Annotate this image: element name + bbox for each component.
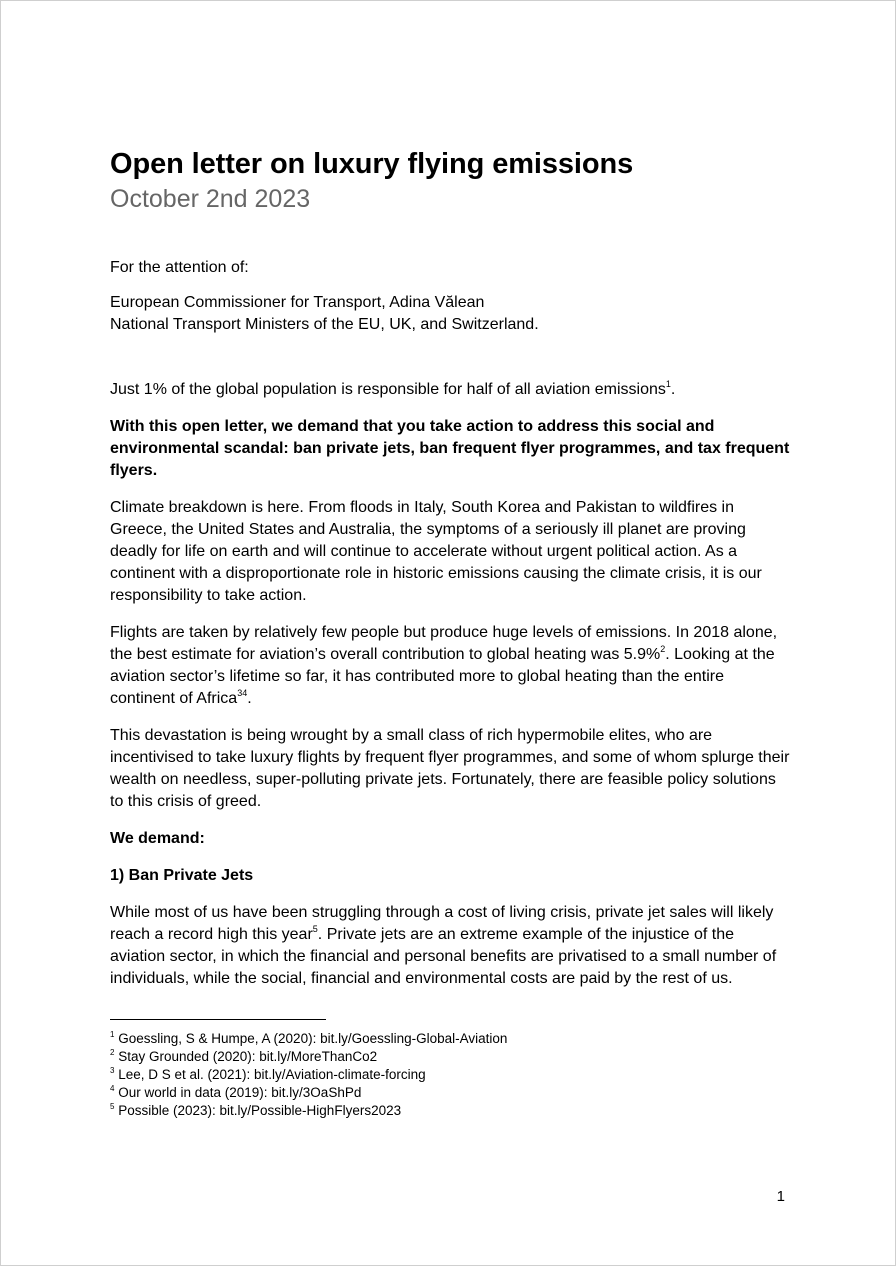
- paragraph-flights: [110, 622, 790, 710]
- footnote-number: 5: [110, 1101, 115, 1111]
- private-jets-text-2: . Private jets are an extreme example of the injustice of the aviation sector, in which the financial and personal benefits are privatised to a small number of individuals, while the social, financial and environmental costs are paid by the rest of us.: [110, 926, 777, 987]
- footnote-ref-2: 2: [660, 643, 666, 654]
- footnote-item: [110, 1102, 790, 1120]
- letter-title: Open letter on luxury flying emissions: [110, 148, 634, 180]
- footnote-number: 3: [110, 1065, 115, 1075]
- footnote-ref-1: 1: [665, 378, 671, 389]
- footnote-text: Stay Grounded (2020): bit.ly/MoreThanCo2: [118, 1049, 378, 1064]
- footnotes-list: [110, 1030, 790, 1120]
- recipients-block: [110, 292, 790, 336]
- lead-paragraph: [110, 379, 790, 401]
- private-jets-text-1: While most of us have been struggling through a cost of living crisis, private jet sales will likely reach a record high this year: [110, 904, 774, 943]
- footnote-number: 4: [110, 1083, 115, 1093]
- recipient-2: National Transport Ministers of the EU, UK, and Switzerland.: [110, 316, 539, 333]
- footnote-text: Our world in data (2019): bit.ly/3OaShPd: [118, 1085, 362, 1100]
- flights-text-3: .: [247, 690, 252, 707]
- letter-date: October 2nd 2023: [110, 185, 311, 213]
- footnote-divider: [110, 1019, 326, 1020]
- footnote-text: Lee, D S et al. (2021): bit.ly/Aviation-climate-forcing: [118, 1067, 426, 1082]
- page-number: 1: [776, 1188, 785, 1205]
- section-1-heading: 1) Ban Private Jets: [110, 867, 254, 884]
- footnote-text: Goessling, S & Humpe, A (2020): bit.ly/Goessling-Global-Aviation: [118, 1031, 508, 1046]
- flights-text-2: . Looking at the aviation sector’s lifetime so far, it has contributed more to global heating than the entire continent of Africa: [110, 646, 775, 707]
- page-content: [110, 145, 790, 1120]
- we-demand-heading: We demand:: [110, 830, 205, 847]
- paragraph-climate: Climate breakdown is here. From floods in Italy, South Korea and Pakistan to wildfires in Greece, the United States and Australia, the symptoms of a seriously ill planet are proving deadly for life on earth and will continue to accelerate without urgent political action. As a continent with a disproportionate role in historic emissions causing the climate crisis, it is our responsibility to take action.: [110, 499, 762, 604]
- recipient-1: European Commissioner for Transport, Adina Vălean: [110, 294, 485, 311]
- footnote-text: Possible (2023): bit.ly/Possible-HighFlyers2023: [118, 1103, 402, 1118]
- paragraph-private-jets: [110, 902, 790, 990]
- lead-end: .: [670, 381, 676, 398]
- footnote-number: 1: [110, 1029, 115, 1039]
- footnote-ref-5: 5: [312, 923, 318, 934]
- footnote-item: [110, 1084, 790, 1102]
- footnote-ref-34: 34: [237, 687, 248, 698]
- lead-text: Just 1% of the global population is responsible for half of all aviation emissions: [110, 381, 666, 398]
- flights-text-1: Flights are taken by relatively few people but produce huge levels of emissions. In 2018 alone, the best estimate for aviation’s overall contribution to global heating was 5.9%: [110, 624, 778, 663]
- paragraph-elites: This devastation is being wrought by a small class of rich hypermobile elites, who are incentivised to take luxury flights by frequent flyer programmes, and some of whom splurge their wealth on needless, super-polluting private jets. Fortunately, there are feasible policy solutions to this crisis of greed.: [110, 727, 790, 810]
- footnote-number: 2: [110, 1047, 115, 1057]
- footnote-item: [110, 1066, 790, 1084]
- attention-line: For the attention of:: [110, 259, 249, 276]
- footnote-item: [110, 1030, 790, 1048]
- demand-statement: With this open letter, we demand that you take action to address this social and environmental scandal: ban private jets, ban frequent flyer programmes, and tax frequent flyers.: [110, 418, 790, 479]
- footnote-item: [110, 1048, 790, 1066]
